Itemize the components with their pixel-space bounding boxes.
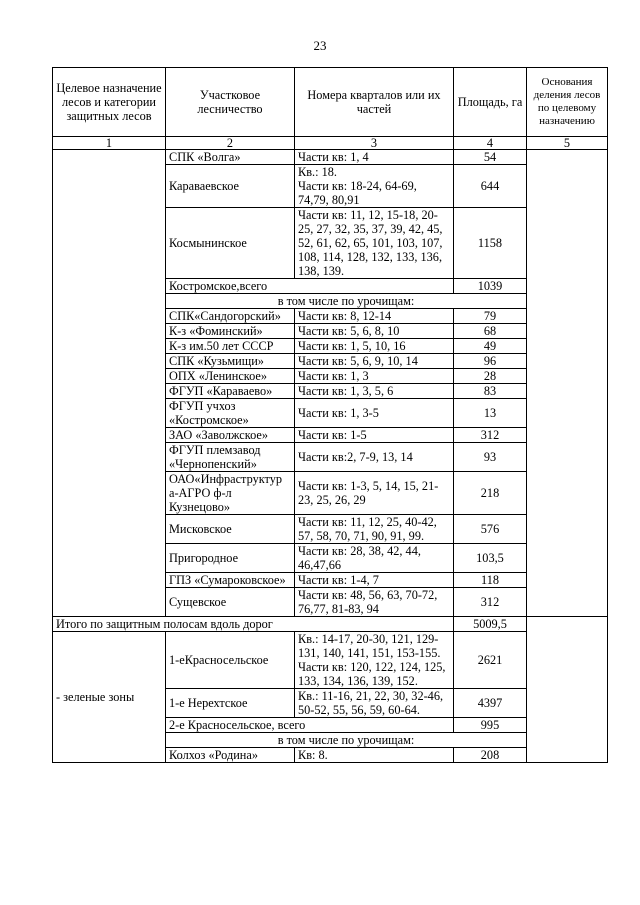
- forestry-name: СПК«Сандогорский»: [166, 309, 295, 324]
- quarters-cell: Кв: 8.: [295, 748, 454, 763]
- forestry-name: Пригородное: [166, 544, 295, 573]
- forest-table: [52, 67, 608, 763]
- header-area: Площадь, га: [454, 68, 527, 137]
- area-cell: 312: [454, 428, 527, 443]
- column-number: 5: [527, 137, 608, 150]
- area-cell: 103,5: [454, 544, 527, 573]
- table-row: [53, 632, 608, 689]
- area-cell: 576: [454, 515, 527, 544]
- quarters-cell: Части кв: 1-3, 5, 14, 15, 21-23, 25, 26, 29: [295, 472, 454, 515]
- forestry-name: ФГУП племзавод «Чернопенский»: [166, 443, 295, 472]
- area-cell: 4397: [454, 689, 527, 718]
- subheader-cell: в том числе по урочищам:: [166, 733, 527, 748]
- green-zones-label: - зеленые зоны: [53, 632, 166, 763]
- total-label: Итого по защитным полосам вдоль дорог: [53, 617, 454, 632]
- table-row: [53, 150, 608, 165]
- quarters-cell: Части кв: 1, 4: [295, 150, 454, 165]
- forestry-name: Мисковское: [166, 515, 295, 544]
- forestry-name: Космынинское: [166, 208, 295, 279]
- area-cell: 118: [454, 573, 527, 588]
- area-cell: 644: [454, 165, 527, 208]
- purpose-cell-empty: [53, 150, 166, 617]
- area-cell: 312: [454, 588, 527, 617]
- quarters-cell: Части кв: 1, 5, 10, 16: [295, 339, 454, 354]
- quarters-cell: Части кв: 1, 3: [295, 369, 454, 384]
- quarters-cell: Кв.: 18. Части кв: 18-24, 64-69, 74,79, 80,91: [295, 165, 454, 208]
- forestry-name: ЗАО «Заволжское»: [166, 428, 295, 443]
- area-cell: 2621: [454, 632, 527, 689]
- header-purpose: Целевое назначение лесов и категории защитных лесов: [53, 68, 166, 137]
- subheader-cell: в том числе по урочищам:: [166, 294, 527, 309]
- header-quarters: Номера кварталов или их частей: [295, 68, 454, 137]
- quarters-cell: Части кв: 8, 12-14: [295, 309, 454, 324]
- area-cell: 68: [454, 324, 527, 339]
- header-row: [53, 68, 608, 137]
- forestry-name: Караваевское: [166, 165, 295, 208]
- forestry-name: СПК «Волга»: [166, 150, 295, 165]
- basis-cell-empty: [527, 150, 608, 617]
- column-number: 1: [53, 137, 166, 150]
- area-cell: 1039: [454, 279, 527, 294]
- quarters-cell: Части кв:2, 7-9, 13, 14: [295, 443, 454, 472]
- area-cell: 208: [454, 748, 527, 763]
- area-cell: 83: [454, 384, 527, 399]
- quarters-cell: Части кв: 1, 3, 5, 6: [295, 384, 454, 399]
- header-forestry: Участковое лесничество: [166, 68, 295, 137]
- quarters-cell: Части кв: 1-4, 7: [295, 573, 454, 588]
- area-cell: 79: [454, 309, 527, 324]
- quarters-cell: Части кв: 48, 56, 63, 70-72, 76,77, 81-83, 94: [295, 588, 454, 617]
- quarters-cell: Части кв: 11, 12, 15-18, 20-25, 27, 32, 35, 37, 39, 42, 45, 52, 61, 62, 65, 101, 103, 107, 108, 114, 128, 132, 133, 136, 138, 139.: [295, 208, 454, 279]
- area-cell: 1158: [454, 208, 527, 279]
- total-area: 5009,5: [454, 617, 527, 632]
- column-number: 4: [454, 137, 527, 150]
- quarters-cell: Части кв: 5, 6, 9, 10, 14: [295, 354, 454, 369]
- header-basis: Основания деления лесов по целевому назначению: [527, 68, 608, 137]
- quarters-cell: Части кв: 28, 38, 42, 44, 46,47,66: [295, 544, 454, 573]
- forestry-name: ОАО«Инфраструктур а-АГРО ф-л Кузнецово»: [166, 472, 295, 515]
- quarters-cell: Кв.: 14-17, 20-30, 121, 129-131, 140, 141, 151, 153-155. Части кв: 120, 122, 124, 125, 133, 134, 136, 139, 152.: [295, 632, 454, 689]
- column-number-row: [53, 137, 608, 150]
- forestry-name: ГПЗ «Сумароковское»: [166, 573, 295, 588]
- total-row: [53, 617, 608, 632]
- forestry-name: ФГУП учхоз «Костромское»: [166, 399, 295, 428]
- quarters-cell: Кв.: 11-16, 21, 22, 30, 32-46, 50-52, 55, 56, 59, 60-64.: [295, 689, 454, 718]
- area-cell: 93: [454, 443, 527, 472]
- forestry-name: Костромское,всего: [166, 279, 454, 294]
- area-cell: 218: [454, 472, 527, 515]
- quarters-cell: Части кв: 11, 12, 25, 40-42, 57, 58, 70, 71, 90, 91, 99.: [295, 515, 454, 544]
- area-cell: 28: [454, 369, 527, 384]
- forestry-name: Сущевское: [166, 588, 295, 617]
- quarters-cell: Части кв: 1, 3-5: [295, 399, 454, 428]
- column-number: 2: [166, 137, 295, 150]
- forestry-name: К-з им.50 лет СССР: [166, 339, 295, 354]
- forestry-name: 2-е Красносельское, всего: [166, 718, 454, 733]
- area-cell: 13: [454, 399, 527, 428]
- forestry-name: Колхоз «Родина»: [166, 748, 295, 763]
- forestry-name: 1-еКрасносельское: [166, 632, 295, 689]
- forestry-name: ФГУП «Караваево»: [166, 384, 295, 399]
- basis-cell-empty: [527, 617, 608, 763]
- forestry-name: 1-е Нерехтское: [166, 689, 295, 718]
- column-number: 3: [295, 137, 454, 150]
- quarters-cell: Части кв: 5, 6, 8, 10: [295, 324, 454, 339]
- area-cell: 54: [454, 150, 527, 165]
- forestry-name: СПК «Кузьмищи»: [166, 354, 295, 369]
- forestry-name: К-з «Фоминский»: [166, 324, 295, 339]
- area-cell: 995: [454, 718, 527, 733]
- quarters-cell: Части кв: 1-5: [295, 428, 454, 443]
- page-number: 23: [313, 38, 327, 53]
- area-cell: 49: [454, 339, 527, 354]
- forestry-name: ОПХ «Ленинское»: [166, 369, 295, 384]
- area-cell: 96: [454, 354, 527, 369]
